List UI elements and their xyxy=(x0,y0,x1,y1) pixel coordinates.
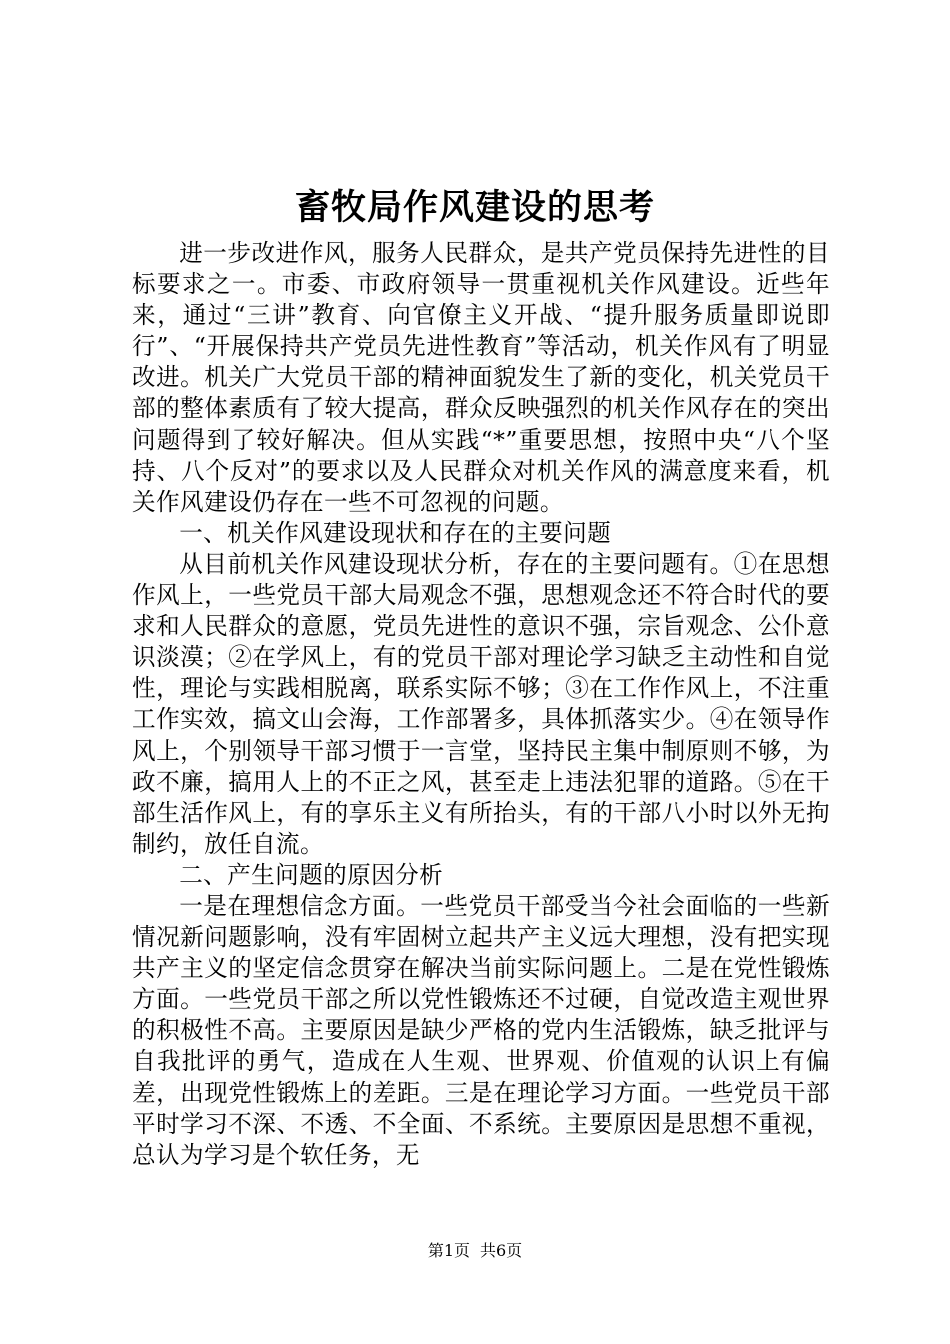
paragraph-intro: 进一步改进作风，服务人民群众，是共产党员保持先进性的目标要求之一。市委、市政府领导一贯重视机关作风建设。近些年来，通过“三讲”教育、向官僚主义开战、“提升服务质量即说即行”、“开展保持共产党员先进性教育”等活动，机关作风有了明显改进。机关广大党员干部的精神面貌发生了新的变化，机关党员干部的整体素质有了较大提高，群众反映强烈的机关作风存在的突出问题得到了较好解决。但从实践“*”重要思想，按照中央“八个坚持、八个反对”的要求以及人民群众对机关作风的满意度来看，机关作风建设仍存在一些不可忽视的问题。 xyxy=(132,239,830,516)
page-footer xyxy=(0,1240,950,1262)
page-total: 共6页 xyxy=(480,1241,523,1260)
paragraph-causes: 一是在理想信念方面。一些党员干部受当今社会面临的一些新情况新问题影响，没有牢固树立起共产主义远大理想，没有把实现共产主义的坚定信念贯穿在解决当前实际问题上。二是在党性锻炼方面。一些党员干部之所以党性锻炼还不过硬，自觉改造主观世界的积极性不高。主要原因是缺少严格的党内生活锻炼，缺乏批评与自我批评的勇气，造成在人生观、世界观、价值观的认识上有偏差，出现党性锻炼上的差距。三是在理论学习方面。一些党员干部平时学习不深、不透、不全面、不系统。主要原因是思想不重视，总认为学习是个软任务，无 xyxy=(132,891,830,1169)
document-title: 畜牧局作风建设的思考 xyxy=(294,187,655,228)
section-heading-1: 一、机关作风建设现状和存在的主要问题 xyxy=(179,518,612,547)
document-body xyxy=(132,238,830,1171)
section-heading-2: 二、产生问题的原因分析 xyxy=(179,860,444,889)
paragraph-problems: 从目前机关作风建设现状分析，存在的主要问题有。①在思想作风上，一些党员干部大局观念不强，思想观念还不符合时代的要求和人民群众的意愿，党员先进性的意识不强，宗旨观念、公仆意识淡漠；②在学风上，有的党员干部对理论学习缺乏主动性和自觉性，理论与实践相脱离，联系实际不够；③在工作作风上，不注重工作实效，搞文山会海，工作部署多，具体抓落实少。④在领导作风上，个别领导干部习惯于一言堂，坚持民主集中制原则不够，为政不廉，搞用人上的不正之风，甚至走上违法犯罪的道路。⑤在干部生活作风上，有的享乐主义有所抬头，有的干部八小时以外无拘制约，放任自流。 xyxy=(132,549,830,858)
page-number: 第1页 xyxy=(427,1241,470,1260)
